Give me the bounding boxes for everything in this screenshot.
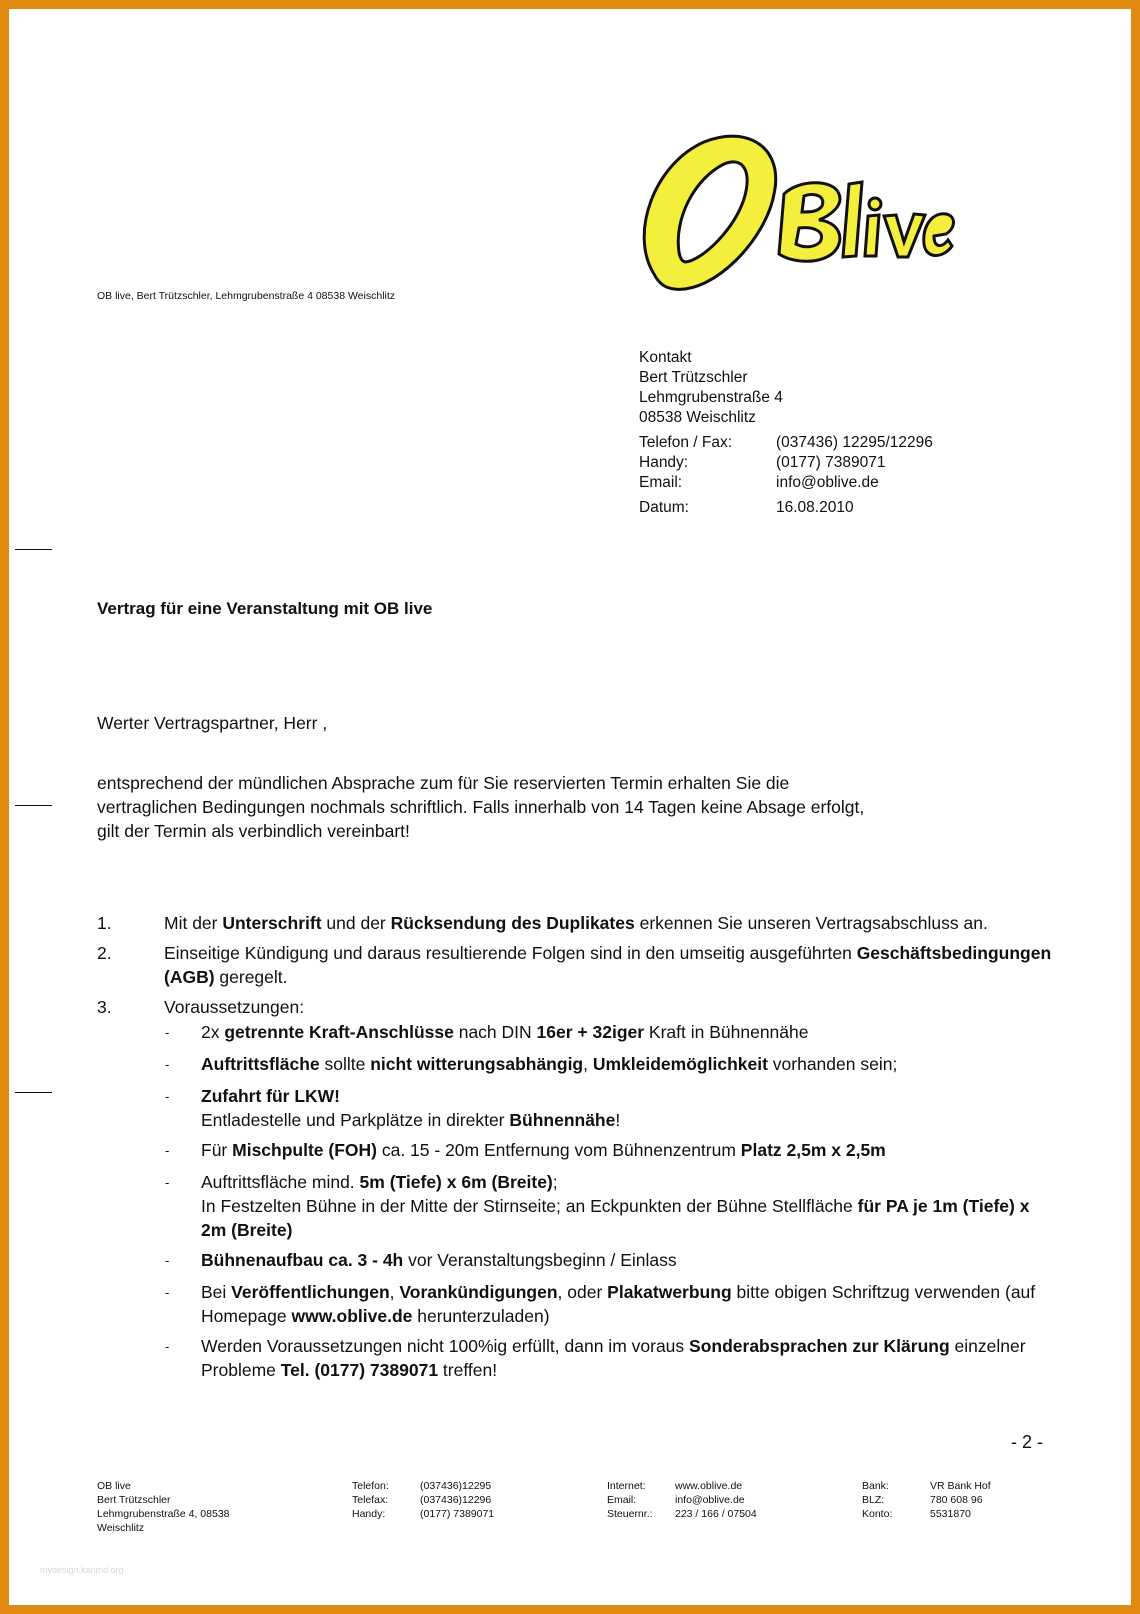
contact-email-row xyxy=(639,473,933,493)
text-run: vor Veranstaltungsbeginn / Einlass xyxy=(403,1250,677,1270)
page-number: - 2 - xyxy=(1011,1432,1044,1452)
bold-text: www.oblive.de xyxy=(291,1306,413,1326)
footer-label: Bank: xyxy=(862,1480,889,1492)
text-run: bitte obigen Schriftzug verwenden (auf Homepage xyxy=(201,1282,1036,1326)
subject-line: Vertrag für eine Veranstaltung mit OB live xyxy=(97,599,433,618)
punch-mark xyxy=(15,805,52,806)
bold-text: getrennte Kraft-Anschlüsse xyxy=(224,1022,454,1042)
footer-label: Internet: xyxy=(607,1480,646,1492)
footer-label: Konto: xyxy=(862,1508,893,1520)
requirement-item xyxy=(164,1084,1057,1132)
term-text xyxy=(164,911,1057,935)
email-label: Email: xyxy=(639,474,683,491)
requirement-line xyxy=(201,1334,1057,1382)
term-number: 3. xyxy=(97,997,112,1017)
footer-value: (0177) 7389071 xyxy=(420,1508,495,1520)
requirement-item xyxy=(164,1170,1057,1242)
contact-block xyxy=(639,348,933,518)
bold-text: für PA je 1m (Tiefe) x 2m (Breite) xyxy=(201,1196,1030,1240)
dash-bullet: - xyxy=(165,1339,170,1354)
footer-line: Lehmgrubenstraße 4, 08538 xyxy=(97,1508,230,1520)
requirement-item xyxy=(164,1138,1057,1164)
dash-bullet: - xyxy=(165,1089,170,1104)
oblive-logo xyxy=(634,124,974,304)
bold-text: Mischpulte (FOH) xyxy=(232,1140,377,1160)
contact-name: Bert Trützschler xyxy=(639,369,748,386)
mobile-value: (0177) 7389071 xyxy=(776,454,886,471)
phone-value: (037436) 12295/12296 xyxy=(776,434,933,451)
requirement-line xyxy=(201,1138,1057,1162)
contact-city: 08538 Weischlitz xyxy=(639,409,756,426)
requirement-text xyxy=(201,1170,1057,1242)
requirement-item xyxy=(164,1020,1057,1046)
contact-heading: Kontakt xyxy=(639,349,692,366)
requirement-item xyxy=(164,1280,1057,1328)
dash-bullet: - xyxy=(165,1057,170,1072)
terms-list xyxy=(97,911,1057,1394)
requirement-line xyxy=(201,1108,1057,1132)
requirement-text xyxy=(201,1138,1057,1164)
text-run: einzelner Probleme xyxy=(201,1336,1026,1380)
bold-text: Veröffentlichungen xyxy=(231,1282,390,1302)
text-run: Voraussetzungen: xyxy=(164,997,305,1017)
footer-value: www.oblive.de xyxy=(675,1480,743,1492)
text-run: , xyxy=(583,1054,593,1074)
text-run: Für xyxy=(201,1140,233,1160)
bold-text: 5m (Tiefe) x 6m (Breite) xyxy=(359,1172,553,1192)
term-item xyxy=(97,911,1057,935)
bold-text: Auftrittsfläche xyxy=(201,1054,320,1074)
contact-phone-row xyxy=(639,433,933,453)
contact-date-row xyxy=(639,498,933,518)
text-run: Entladestelle und Parkplätze in direkter xyxy=(201,1110,510,1130)
intro-line: vertraglichen Bedingungen nochmals schriftlich. Falls innerhalb von 14 Tagen keine Absage erfolgt, xyxy=(97,797,865,817)
term-text xyxy=(164,941,1057,989)
bold-text: Sonderabsprachen zur Klärung xyxy=(689,1336,950,1356)
dash-bullet: - xyxy=(165,1025,170,1040)
intro-paragraph xyxy=(97,771,1047,843)
requirement-line xyxy=(201,1052,1057,1076)
sender-address-line: OB live, Bert Trützschler, Lehmgrubenstraße 4 08538 Weischlitz xyxy=(97,290,396,302)
text-run: , oder xyxy=(557,1282,608,1302)
email-value: info@oblive.de xyxy=(776,474,879,491)
footer-label: Telefax: xyxy=(352,1494,389,1506)
footer-value: info@oblive.de xyxy=(675,1494,745,1506)
footer-value: 223 / 166 / 07504 xyxy=(675,1508,757,1520)
bold-text: Plakatwerbung xyxy=(607,1282,732,1302)
bold-text: Platz 2,5m x 2,5m xyxy=(740,1140,886,1160)
phone-label: Telefon / Fax: xyxy=(639,434,733,451)
footer-label: Telefon: xyxy=(352,1480,389,1492)
requirement-line xyxy=(201,1194,1057,1242)
bold-text: nicht witterungsabhängig xyxy=(370,1054,584,1074)
bold-text: Bühnennähe xyxy=(509,1110,616,1130)
text-run: Auftrittsfläche mind. xyxy=(201,1172,360,1192)
contact-street: Lehmgrubenstraße 4 xyxy=(639,389,783,406)
requirement-text xyxy=(201,1020,1057,1046)
requirement-item xyxy=(164,1052,1057,1078)
bold-text: Rücksendung des Duplikates xyxy=(390,913,635,933)
text-run: erkennen Sie unseren Vertragsabschluss an. xyxy=(634,913,988,933)
contact-mobile-row xyxy=(639,453,933,473)
bold-text: Umkleidemöglichkeit xyxy=(592,1054,768,1074)
text-run: Kraft in Bühnennähe xyxy=(644,1022,809,1042)
bold-text: Tel. (0177) 7389071 xyxy=(280,1360,439,1380)
date-value: 16.08.2010 xyxy=(776,499,854,516)
footer-address xyxy=(97,1479,257,1535)
footer-label: Email: xyxy=(607,1494,637,1506)
requirement-text xyxy=(201,1248,1057,1274)
bold-text: Zufahrt für LKW! xyxy=(201,1086,340,1106)
footer-bank xyxy=(862,1479,991,1521)
text-run: Mit der xyxy=(164,913,223,933)
footer-line: OB live xyxy=(97,1480,131,1492)
footer-phones xyxy=(352,1479,494,1521)
footer-web xyxy=(607,1479,757,1521)
date-label: Datum: xyxy=(639,499,689,516)
footer-value: (037436)12295 xyxy=(420,1480,492,1492)
text-run: vorhanden sein; xyxy=(767,1054,898,1074)
text-run: 2x xyxy=(201,1022,225,1042)
text-run: geregelt. xyxy=(214,967,288,987)
requirement-line xyxy=(201,1248,1057,1272)
requirement-line xyxy=(201,1170,1057,1194)
requirements-list xyxy=(164,1020,1057,1382)
text-run: nach DIN xyxy=(453,1022,537,1042)
text-run: Werden Voraussetzungen nicht 100%ig erfüllt, dann im voraus xyxy=(201,1336,690,1356)
requirement-text xyxy=(201,1280,1057,1328)
dash-bullet: - xyxy=(165,1143,170,1158)
text-run: und der xyxy=(321,913,391,933)
bold-text: Geschäftsbedingungen (AGB) xyxy=(164,943,1052,987)
term-text xyxy=(164,995,1057,1388)
document-page xyxy=(9,9,1131,1605)
requirement-line xyxy=(201,1020,1057,1044)
text-run: In Festzelten Bühne in der Mitte der Stirnseite; an Eckpunkten der Bühne Stellfläche xyxy=(201,1196,858,1216)
text-run: ; xyxy=(552,1172,558,1192)
fold-mark-bottom xyxy=(15,1092,52,1093)
requirement-line xyxy=(201,1084,1057,1108)
dash-bullet: - xyxy=(165,1253,170,1268)
salutation: Werter Vertragspartner, Herr , xyxy=(97,713,328,733)
bold-text: Bühnenaufbau ca. 3 - 4h xyxy=(201,1250,404,1270)
text-run: Bei xyxy=(201,1282,232,1302)
dash-bullet: - xyxy=(165,1285,170,1300)
footer-line: Bert Trützschler xyxy=(97,1494,171,1506)
footer-value: 780 608 96 xyxy=(930,1494,983,1506)
bold-text: Vorankündigungen xyxy=(399,1282,558,1302)
footer-value: (037436)12296 xyxy=(420,1494,492,1506)
footer-value: 5531870 xyxy=(930,1508,971,1520)
text-run: ! xyxy=(615,1110,621,1130)
text-run: ca. 15 - 20m Entfernung vom Bühnenzentrum xyxy=(376,1140,741,1160)
text-run: herunterzuladen) xyxy=(412,1306,550,1326)
watermark: mydesign.kanmd.org xyxy=(40,1565,124,1575)
requirement-line xyxy=(201,1280,1057,1328)
text-run: , xyxy=(389,1282,400,1302)
bold-text: Unterschrift xyxy=(222,913,322,933)
term-number: 2. xyxy=(97,943,112,963)
intro-line: gilt der Termin als verbindlich vereinbart! xyxy=(97,821,410,841)
intro-line: entsprechend der mündlichen Absprache zum für Sie reservierten Termin erhalten Sie die xyxy=(97,773,790,793)
footer-label: Handy: xyxy=(352,1508,386,1520)
fold-mark-top xyxy=(15,549,52,550)
dash-bullet: - xyxy=(165,1175,170,1190)
text-run: Einseitige Kündigung und daraus resultierende Folgen sind in den umseitig ausgeführten xyxy=(164,943,857,963)
bold-text: 16er + 32iger xyxy=(536,1022,645,1042)
requirement-text xyxy=(201,1052,1057,1078)
term-item xyxy=(97,941,1057,989)
footer-label: BLZ: xyxy=(862,1494,885,1506)
text-run: sollte xyxy=(319,1054,371,1074)
term-item xyxy=(97,995,1057,1388)
term-number: 1. xyxy=(97,913,112,933)
requirement-item xyxy=(164,1248,1057,1274)
requirement-text xyxy=(201,1084,1057,1132)
footer-value: VR Bank Hof xyxy=(930,1480,991,1492)
mobile-label: Handy: xyxy=(639,454,689,471)
footer-label: Steuernr.: xyxy=(607,1508,653,1520)
text-run: treffen! xyxy=(438,1360,498,1380)
requirement-text xyxy=(201,1334,1057,1382)
requirement-item xyxy=(164,1334,1057,1382)
footer-line: Weischlitz xyxy=(97,1522,145,1534)
